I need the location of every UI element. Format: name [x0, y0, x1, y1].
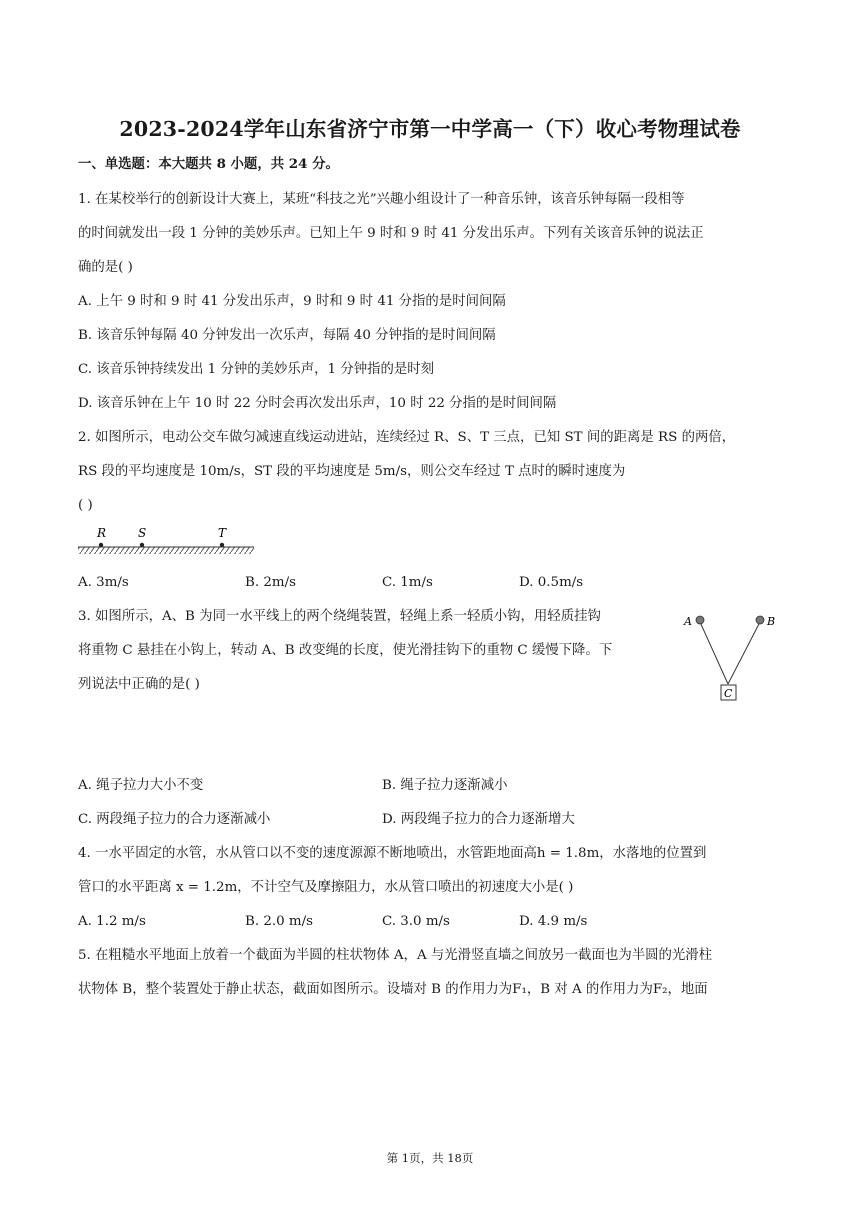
- label-a: A: [684, 615, 692, 628]
- q2-option-d: D. 0.5m/s: [519, 575, 584, 590]
- q2-line-3: ( ): [78, 498, 93, 513]
- q2-line-1: 2. 如图所示，电动公交车做匀减速直线运动进站，连续经过 R、S、T 三点，已知 ST 间的距离是 RS 的两倍，: [78, 430, 736, 445]
- exam-title: 2023-2024学年山东省济宁市第一中学高一（下）收心考物理试卷: [119, 117, 741, 141]
- section-heading: 一、单选题：本大题共 8 小题，共 24 分。: [78, 156, 339, 172]
- q3-line-1: 3. 如图所示，A、B 为同一水平线上的两个绕绳装置，轻绳上系一轻质小钩，用轻质挂钩: [78, 609, 601, 624]
- q3-line-3: 列说法中正确的是( ): [78, 677, 200, 692]
- label-c: C: [724, 687, 733, 700]
- q1-line-1: 1. 在某校举行的创新设计大赛上，某班“科技之光”兴趣小组设计了一种音乐钟，该音乐钟每隔一段相等: [78, 192, 685, 207]
- q2-option-b: B. 2m/s: [245, 575, 296, 590]
- q3-option-c: C. 两段绳子拉力的合力逐渐减小: [78, 812, 271, 827]
- q2-line-2: RS 段的平均速度是 10m/s，ST 段的平均速度是 5m/s，则公交车经过 T 点时的瞬时速度为: [78, 464, 626, 479]
- point-s: [140, 543, 144, 547]
- rope-right: [728, 622, 760, 684]
- q4-line-2: 管口的水平距离 x = 1.2m，不计空气及摩擦阻力，水从管口喷出的初速度大小是( ): [78, 880, 574, 895]
- q3-hanging-weight-figure: [680, 608, 780, 706]
- q3-option-a: A. 绳子拉力大小不变: [78, 778, 204, 793]
- road-hatching: [78, 547, 254, 554]
- q4-option-b: B. 2.0 m/s: [245, 914, 313, 929]
- q3-option-b: B. 绳子拉力逐渐减小: [382, 778, 508, 793]
- q1-line-2: 的时间就发出一段 1 分钟的美妙乐声。已知上午 9 时和 9 时 41 分发出乐声。下列有关该音乐钟的说法正: [78, 226, 704, 241]
- q4-option-d: D. 4.9 m/s: [519, 914, 588, 929]
- q3-option-d: D. 两段绳子拉力的合力逐渐增大: [382, 812, 575, 827]
- point-t: [220, 543, 224, 547]
- q5-line-1: 5. 在粗糙水平地面上放着一个截面为半圆的柱状物体 A，A 与光滑竖直墙之间放另一截面也为半圆的光滑柱: [78, 948, 713, 963]
- winder-b: [756, 616, 764, 624]
- q2-option-c: C. 1m/s: [382, 575, 433, 590]
- q1-option-b: B. 该音乐钟每隔 40 分钟发出一次乐声，每隔 40 分钟指的是时间间隔: [78, 328, 496, 343]
- rope-left: [700, 622, 728, 684]
- q2-option-a: A. 3m/s: [78, 575, 129, 590]
- q5-line-2: 状物体 B，整个装置处于静止状态，截面如图所示。设墙对 B 的作用力为F₁，B 对 A 的作用力为F₂，地面: [78, 982, 708, 997]
- label-r: R: [97, 526, 107, 540]
- q4-option-c: C. 3.0 m/s: [382, 914, 450, 929]
- q1-option-c: C. 该音乐钟持续发出 1 分钟的美妙乐声，1 分钟指的是时刻: [78, 362, 435, 377]
- q2-road-figure: [76, 524, 258, 560]
- q4-option-a: A. 1.2 m/s: [78, 914, 146, 929]
- q1-option-a: A. 上午 9 时和 9 时 41 分发出乐声，9 时和 9 时 41 分指的是时间间隔: [78, 294, 506, 309]
- label-s: S: [138, 526, 147, 540]
- q4-line-1: 4. 一水平固定的水管，水从管口以不变的速度源源不断地喷出，水管距地面高h = 1.8m，水落地的位置到: [78, 846, 707, 861]
- page-footer: 第 1页，共 18页: [386, 1151, 474, 1165]
- winder-a: [696, 616, 704, 624]
- q1-line-3: 确的是( ): [78, 260, 133, 275]
- label-b: B: [767, 615, 776, 628]
- label-t: T: [218, 526, 227, 540]
- point-r: [99, 543, 103, 547]
- q1-option-d: D. 该音乐钟在上午 10 时 22 分时会再次发出乐声，10 时 22 分指的是时间间隔: [78, 396, 557, 411]
- q3-line-2: 将重物 C 悬挂在小钩上，转动 A、B 改变绳的长度，使光滑挂钩下的重物 C 缓慢下降。下: [78, 643, 613, 658]
